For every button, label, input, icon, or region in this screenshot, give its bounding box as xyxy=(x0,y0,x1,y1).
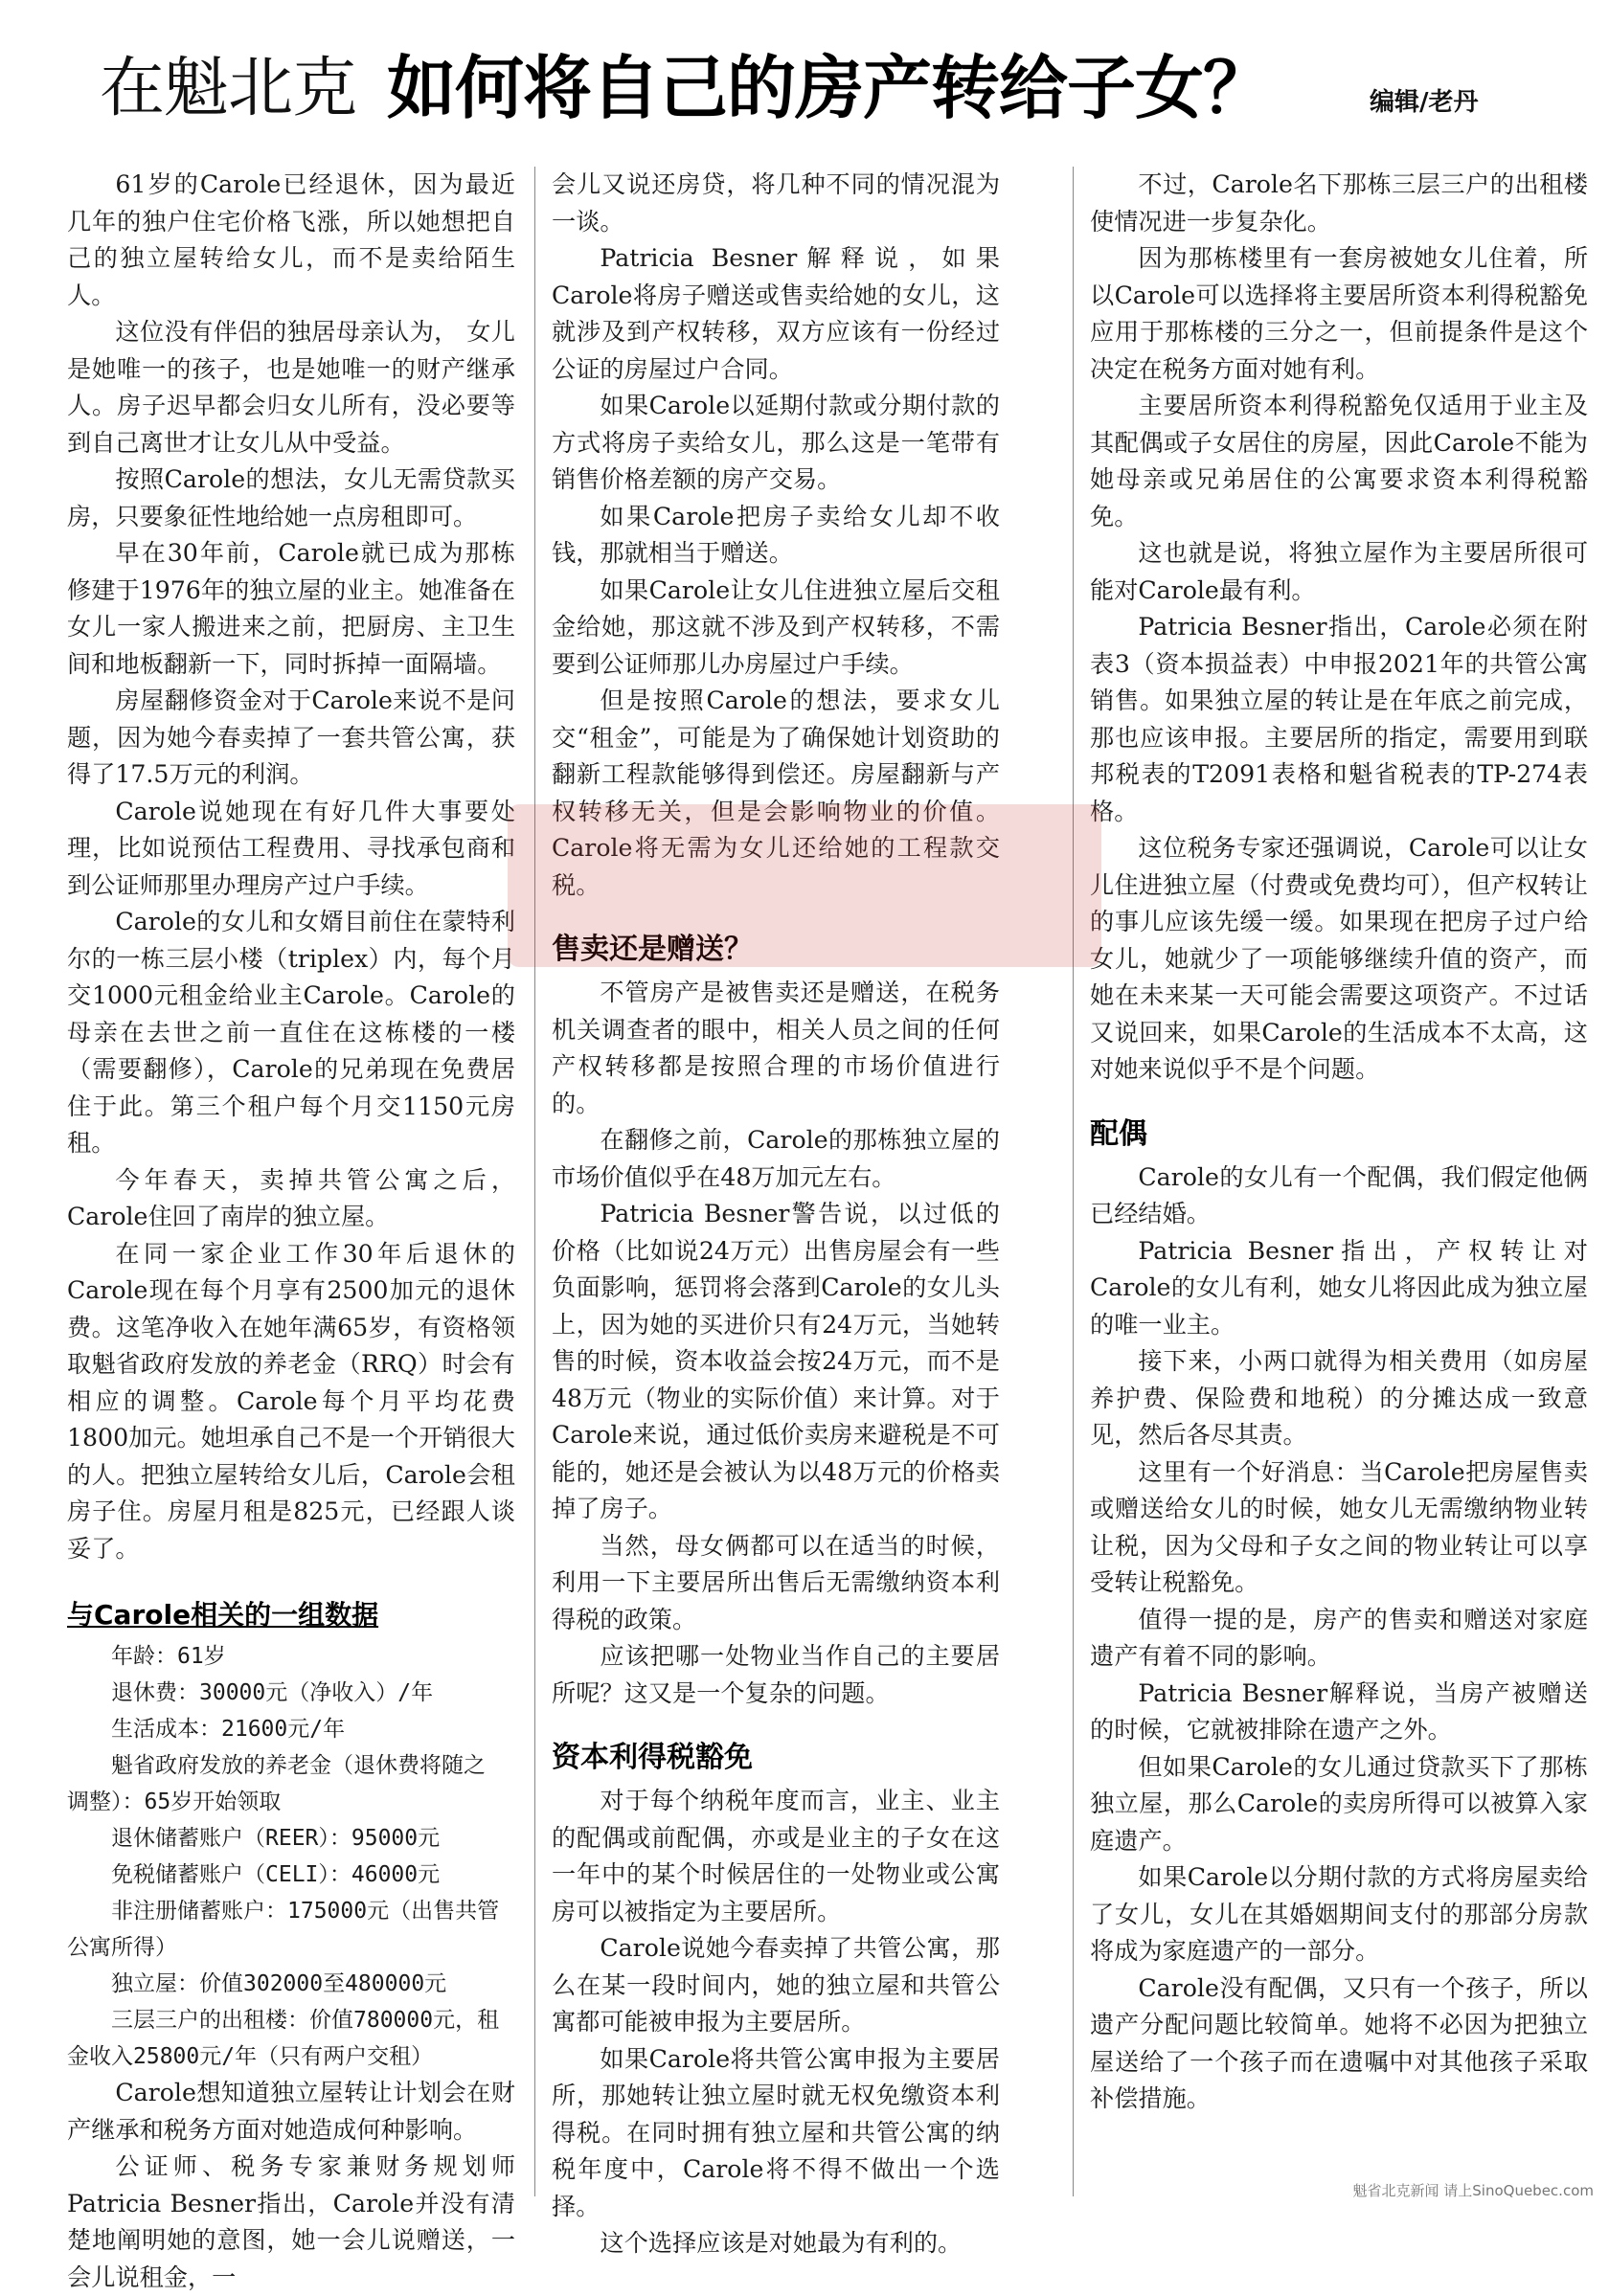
fact-line: 魁省政府发放的养老金（退休费将随之 xyxy=(111,1753,486,1778)
paragraph: 但是按照Carole的想法，要求女儿交“租金”，可能是为了确保她计划资助的翻新工程款能够得到偿还。房屋翻新与产权转移无关，但是会影响物业的价值。Carole将无需为女儿还给她的工程款交税。 xyxy=(552,687,1000,899)
column-divider xyxy=(1073,167,1074,2196)
section-heading: 配偶 xyxy=(1090,1116,1147,1151)
paragraph: 按照Carole的想法，女儿无需贷款买房，只要象征性地给她一点房租即可。 xyxy=(67,465,515,530)
article-column-1 xyxy=(67,167,515,2291)
headline-main: 如何将自己的房产转给子女？ xyxy=(387,48,1272,128)
paragraph: 主要居所资本利得税豁免仅适用于业主及其配偶或子女居住的房屋，因此Carole不能为她母亲或兄弟居住的公寓要求资本利得税豁免。 xyxy=(1090,392,1588,530)
paragraph: 在同一家企业工作30年后退休的Carole现在每个月享有2500加元的退休费。这笔净收入在她年满65岁，有资格领取魁省政府发放的养老金（RRQ）时会有相应的调整。Carole每个月平均花费1800加元。她坦承自己不是一个开销很大的人。把独立屋转给女儿后，Carole会租房子住。房屋月租是825元，已经跟人谈妥了。 xyxy=(67,1239,515,1563)
fact-line: 生活成本：21600元/年 xyxy=(111,1717,346,1742)
paragraph: 对于每个纳税年度而言，业主、业主的配偶或前配偶，亦或是业主的子女在这一年中的某个时候居住的一处物业或公寓房可以被指定为主要居所。 xyxy=(552,1787,1000,1925)
paragraph: 今年春天，卖掉共管公寓之后，Carole住回了南岸的独立屋。 xyxy=(67,1165,515,1230)
paragraph: 接下来，小两口就得为相关费用（如房屋养护费、保险费和地税）的分摊达成一致意见，然后各尽其责。 xyxy=(1090,1347,1588,1449)
paragraph: 不管房产是被售卖还是赠送，在税务机关调查者的眼中，相关人员之间的任何产权转移都是按照合理的市场价值进行的。 xyxy=(552,979,1000,1117)
article-column-3 xyxy=(1090,167,1588,2195)
fact-line: 非注册储蓄账户：175000元（出售共管 xyxy=(111,1899,500,1924)
paragraph: 房屋翻修资金对于Carole来说不是问题，因为她今春卖掉了一套共管公寓，获得了17.5万元的利润。 xyxy=(67,687,515,788)
paragraph: 应该把哪一处物业当作自己的主要居所呢？这又是一个复杂的问题。 xyxy=(552,1642,1000,1707)
paragraph: 这也就是说，将独立屋作为主要居所很可能对Carole最有利。 xyxy=(1090,539,1588,604)
paragraph: Carole说她现在有好几件大事要处理，比如说预估工程费用、寻找承包商和到公证师那里办理房产过户手续。 xyxy=(67,797,515,899)
paragraph: 这位税务专家还强调说，Carole可以让女儿住进独立屋（付费或免费均可），但产权转让的事儿应该先缓一缓。如果现在把房子过户给女儿，她就少了一项能够继续升值的资产，而她在未来某一天可能会需要这项资产。不过话又说回来，如果Carole的生活成本不太高，这对她来说似乎不是个问题。 xyxy=(1090,834,1588,1083)
editor-credit: 编辑/老丹 xyxy=(1370,88,1479,117)
paragraph: 这位没有伴侣的独居母亲认为， 女儿是她唯一的孩子，也是她唯一的财产继承人。房子迟早都会归女儿所有，没必要等到自己离世才让女儿从中受益。 xyxy=(67,318,515,457)
paragraph: 在翻修之前，Carole的那栋独立屋的市场价值似乎在48万加元左右。 xyxy=(552,1126,1000,1191)
paragraph: 因为那栋楼里有一套房被她女儿住着，所以Carole可以选择将主要居所资本利得税豁免应用于那栋楼的三分之一，但前提条件是这个决定在税务方面对她有利。 xyxy=(1090,244,1588,383)
paragraph: Patricia Besner指出，产权转让对Carole的女儿有利，她女儿将因此成为独立屋的唯一业主。 xyxy=(1090,1236,1588,1339)
fact-line: 退休储蓄账户（REER）：95000元 xyxy=(111,1826,441,1851)
paragraph: Patricia Besner警告说，以过低的价格（比如说24万元）出售房屋会有一些负面影响，惩罚将会落到Carole的女儿头上，因为她的买进价只有24万元，当她转售的时候，资本收益会按24万元，而不是48万元（物业的实际价值）来计算。对于Carole来说，通过低价卖房来避税是不可能的，她还是会被认为以48万元的价格卖掉了房子。 xyxy=(552,1200,1000,1522)
headline-prefix: 在魁北克 xyxy=(100,51,357,126)
paragraph: Patricia Besner解释说，如果Carole将房子赠送或售卖给她的女儿，这就涉及到产权转移，双方应该有一份经过公证的房屋过户合同。 xyxy=(552,244,1000,383)
fact-line: 免税储蓄账户（CELI）：46000元 xyxy=(111,1862,441,1887)
column-divider xyxy=(534,167,535,2196)
paragraph: 这个选择应该是对她最为有利的。 xyxy=(600,2229,963,2257)
paragraph: Carole的女儿有一个配偶，我们假定他俩已经结婚。 xyxy=(1090,1162,1588,1227)
paragraph: 如果Carole把房子卖给女儿却不收钱，那就相当于赠送。 xyxy=(552,502,1000,567)
paragraph: 早在30年前，Carole就已成为那栋修建于1976年的独立屋的业主。她准备在女儿一家人搬进来之前，把厨房、主卫生间和地板翻新一下，同时拆掉一面隔墙。 xyxy=(67,539,515,678)
paragraph: 如果Carole让女儿住进独立屋后交租金给她，那这就不涉及到产权转移，不需要到公证师那儿办房屋过户手续。 xyxy=(552,575,1000,678)
paragraph: Patricia Besner解释说，当房产被赠送的时候，它就被排除在遗产之外。 xyxy=(1090,1678,1588,1744)
paragraph: 这里有一个好消息：当Carole把房屋售卖或赠送给女儿的时候，她女儿无需缴纳物业转让税，因为父母和子女之间的物业转让可以享受转让税豁免。 xyxy=(1090,1457,1588,1596)
data-box-title: 与Carole相关的一组数据 xyxy=(67,1599,379,1631)
paragraph: 会儿又说还房贷，将几种不同的情况混为一谈。 xyxy=(552,170,1000,236)
section-heading: 资本利得税豁免 xyxy=(552,1741,753,1774)
paragraph: 不过，Carole名下那栋三层三户的出租楼使情况进一步复杂化。 xyxy=(1090,170,1588,236)
article-column-2 xyxy=(552,167,1000,2257)
paragraph: 如果Carole将共管公寓申报为主要居所，那她转让独立屋时就无权免缴资本利得税。在同时拥有独立屋和共管公寓的纳税年度中，Carole将不得不做出一个选择。 xyxy=(552,2044,1000,2220)
paragraph: Carole说她今春卖掉了共管公寓，那么在某一段时间内，她的独立屋和共管公寓都可能被申报为主要居所。 xyxy=(552,1934,1000,2036)
fact-line: 调整）：65岁开始领取 xyxy=(67,1790,282,1814)
paragraph: 如果Carole以分期付款的方式将房屋卖给了女儿，女儿在其婚姻期间支付的那部分房款将成为家庭遗产的一部分。 xyxy=(1090,1863,1588,1965)
paragraph: Carole想知道独立屋转让计划会在财产继承和税务方面对她造成何种影响。 xyxy=(67,2079,515,2144)
paragraph: 但如果Carole的女儿通过贷款买下了那栋独立屋，那么Carole的卖房所得可以被算入家庭遗产。 xyxy=(1090,1752,1588,1855)
data-box xyxy=(67,1638,515,2075)
footer-note: 魁省北克新闻 请上SinoQuebec.com xyxy=(1352,2182,1594,2199)
fact-line: 公寓所得） xyxy=(67,1935,177,1960)
article-header xyxy=(0,0,1609,153)
paragraph: Carole没有配偶，又只有一个孩子，所以遗产分配问题比较简单。她将不必因为把独立屋送给了一个孩子而在遗嘱中对其他孩子采取补偿措施。 xyxy=(1090,1973,1588,2112)
paragraph: 如果Carole以延期付款或分期付款的方式将房子卖给女儿，那么这是一笔带有销售价格差额的房产交易。 xyxy=(552,392,1000,493)
paragraph: 公证师、税务专家兼财务规划师Patricia Besner指出，Carole并没有清楚地阐明她的意图，她一会儿说赠送，一会儿说租金，一 xyxy=(67,2152,515,2291)
section-heading: 售卖还是赠送？ xyxy=(552,933,753,966)
paragraph: Carole的女儿和女婿目前住在蒙特利尔的一栋三层小楼（triplex）内，每个月交1000元租金给业主Carole。Carole的母亲在去世之前一直住在这栋楼的一楼（需要翻修），Carole的兄弟现在免费居住于此。第三个租户每个月交1150元房租。 xyxy=(67,908,515,1157)
fact-line: 金收入25800元/年（只有两户交租） xyxy=(67,2044,434,2069)
fact-line: 退休费：30000元（净收入）/年 xyxy=(111,1680,434,1705)
fact-line: 独立屋：价值302000至480000元 xyxy=(111,1971,447,1996)
paragraph: Patricia Besner指出，Carole必须在附表3（资本损益表）中申报2021年的共管公寓销售。如果独立屋的转让是在年底之前完成，那也应该申报。主要居所的指定，需要用到联邦税表的T2091表格和魁省税表的TP-274表格。 xyxy=(1090,613,1588,825)
paragraph: 61岁的Carole已经退休，因为最近几年的独户住宅价格飞涨，所以她想把自己的独立屋转给女儿，而不是卖给陌生人。 xyxy=(67,170,515,309)
paragraph: 值得一提的是，房产的售卖和赠送对家庭遗产有着不同的影响。 xyxy=(1090,1605,1588,1670)
fact-line: 三层三户的出租楼：价值780000元，租 xyxy=(111,2008,500,2033)
paragraph: 当然，母女俩都可以在适当的时候，利用一下主要居所出售后无需缴纳资本利得税的政策。 xyxy=(552,1531,1000,1633)
fact-line: 年龄：61岁 xyxy=(111,1644,226,1669)
